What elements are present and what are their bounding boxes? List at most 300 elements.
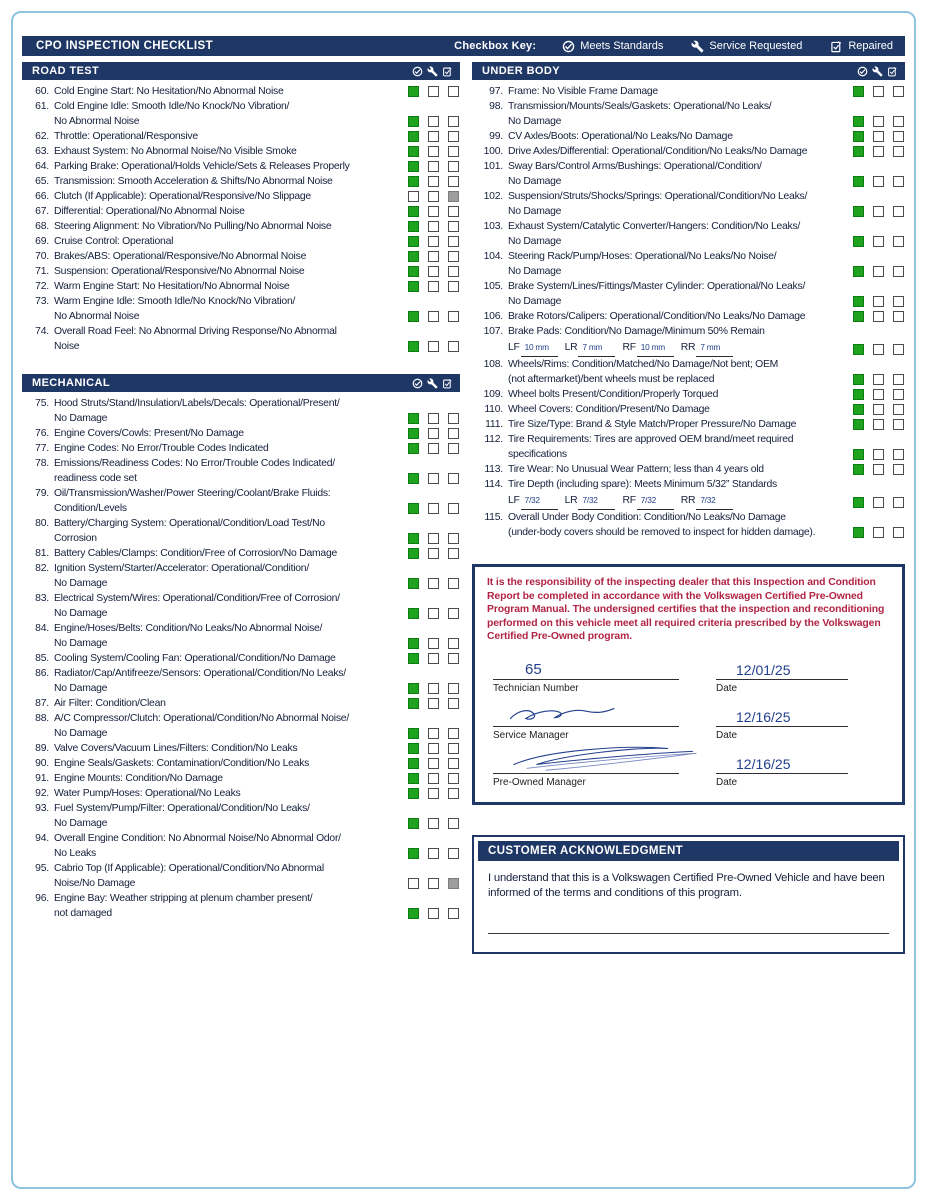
- checkbox-service-requested[interactable]: [873, 311, 884, 322]
- checkbox-service-requested[interactable]: [873, 464, 884, 475]
- checkbox-repaired[interactable]: [448, 548, 459, 559]
- item-text: Drive Axles/Differential: Operational/Condition/No Leaks/No Damage: [508, 146, 808, 157]
- checkbox-group: [408, 266, 459, 277]
- checkbox-service-requested[interactable]: [873, 236, 884, 247]
- checkbox-meets-standards[interactable]: [408, 131, 419, 142]
- checkbox-meets-standards[interactable]: [408, 281, 419, 292]
- checkbox-service-requested[interactable]: [428, 341, 439, 352]
- checkbox-meets-standards[interactable]: [408, 818, 419, 829]
- item-text: Cabrio Top (If Applicable): Operational/Condition/No Abnormal Noise/No Damage: [54, 863, 324, 889]
- checkbox-repaired[interactable]: [893, 344, 904, 355]
- checkbox-service-requested[interactable]: [428, 266, 439, 277]
- checkbox-repaired[interactable]: [448, 413, 459, 424]
- measure-value[interactable]: 7/32: [637, 493, 674, 510]
- checkbox-service-requested[interactable]: [428, 743, 439, 754]
- item-text: Exhaust System/Catalytic Converter/Hangers: Condition/No Leaks/ No Damage: [508, 221, 801, 247]
- field-label: Pre-Owned Manager: [493, 776, 586, 788]
- measure-value[interactable]: 7/32: [696, 493, 733, 510]
- checklist-item-98: [472, 99, 905, 129]
- checkbox-repaired[interactable]: [448, 221, 459, 232]
- item-number: 107.: [483, 326, 503, 337]
- checkbox-service-requested[interactable]: [428, 773, 439, 784]
- checkbox-meets-standards[interactable]: [408, 191, 419, 202]
- checklist-item-80: [22, 516, 460, 546]
- item-text: Battery/Charging System: Operational/Condition/Load Test/No Corrosion: [54, 518, 325, 544]
- checkbox-service-requested[interactable]: [428, 908, 439, 919]
- item-number: 60.: [35, 86, 49, 97]
- item-number: 84.: [35, 623, 49, 634]
- checkbox-repaired[interactable]: [893, 146, 904, 157]
- checkbox-meets-standards[interactable]: [408, 176, 419, 187]
- checkbox-repaired[interactable]: [448, 116, 459, 127]
- checkbox-repaired[interactable]: [448, 176, 459, 187]
- checkbox-service-requested[interactable]: [873, 527, 884, 538]
- dealer-certification-box: [472, 564, 905, 805]
- checkbox-service-requested[interactable]: [873, 116, 884, 127]
- checkbox-meets-standards[interactable]: [408, 428, 419, 439]
- checkbox-service-requested[interactable]: [428, 848, 439, 859]
- checkbox-service-requested[interactable]: [873, 296, 884, 307]
- checkbox-service-requested[interactable]: [428, 683, 439, 694]
- checkbox-meets-standards[interactable]: [408, 728, 419, 739]
- measurement-line: [508, 492, 740, 510]
- checkbox-meets-standards[interactable]: [408, 878, 419, 889]
- checkbox-repaired[interactable]: [448, 428, 459, 439]
- measure-value[interactable]: 7 mm: [578, 340, 615, 357]
- item-text: Engine Seals/Gaskets: Contamination/Condition/No Leaks: [54, 758, 310, 769]
- checkbox-meets-standards[interactable]: [408, 251, 419, 262]
- checkbox-service-requested[interactable]: [428, 251, 439, 262]
- checkbox-repaired[interactable]: [893, 86, 904, 97]
- item-text: Throttle: Operational/Responsive: [54, 131, 198, 142]
- checkbox-meets-standards[interactable]: [408, 341, 419, 352]
- checkbox-group: [408, 86, 459, 97]
- checkbox-service-requested[interactable]: [873, 206, 884, 217]
- checkbox-repaired[interactable]: [448, 728, 459, 739]
- checkbox-meets-standards[interactable]: [853, 176, 864, 187]
- checkbox-meets-standards[interactable]: [853, 497, 864, 508]
- checkbox-service-requested[interactable]: [428, 548, 439, 559]
- item-text: Air Filter: Condition/Clean: [54, 698, 166, 709]
- checkbox-service-requested[interactable]: [428, 788, 439, 799]
- checkbox-meets-standards[interactable]: [408, 683, 419, 694]
- checkbox-service-requested[interactable]: [428, 176, 439, 187]
- checklist-item-81: [22, 546, 460, 561]
- checkbox-repaired[interactable]: [448, 341, 459, 352]
- checkbox-service-requested[interactable]: [428, 236, 439, 247]
- item-text: Wheel bolts Present/Condition/Properly Torqued: [508, 389, 719, 400]
- checkbox-group: [408, 653, 459, 664]
- checkbox-service-requested[interactable]: [428, 473, 439, 484]
- checkbox-service-requested[interactable]: [873, 419, 884, 430]
- checkbox-repaired[interactable]: [448, 206, 459, 217]
- checkbox-meets-standards[interactable]: [853, 449, 864, 460]
- checkbox-repaired[interactable]: [448, 131, 459, 142]
- checklist-item-95: [22, 861, 460, 891]
- checkbox-meets-standards[interactable]: [853, 86, 864, 97]
- checkbox-service-requested[interactable]: [873, 497, 884, 508]
- item-text: Overall Road Feel: No Abnormal Driving Response/No Abnormal Noise: [54, 326, 337, 352]
- checkbox-service-requested[interactable]: [873, 449, 884, 460]
- checkbox-repaired[interactable]: [448, 818, 459, 829]
- checkbox-meets-standards[interactable]: [853, 116, 864, 127]
- item-text: Overall Engine Condition: No Abnormal Noise/No Abnormal Odor/ No Leaks: [54, 833, 341, 859]
- checkbox-meets-standards[interactable]: [853, 464, 864, 475]
- field-value: 65: [525, 660, 542, 678]
- item-number: 73.: [35, 296, 49, 307]
- checkbox-service-requested[interactable]: [428, 161, 439, 172]
- checklist-item-69: [22, 234, 460, 249]
- checkbox-repaired[interactable]: [893, 131, 904, 142]
- checkbox-repaired[interactable]: [448, 878, 459, 889]
- checkbox-meets-standards[interactable]: [408, 206, 419, 217]
- checkbox-group: [853, 311, 904, 322]
- checkbox-repaired[interactable]: [448, 608, 459, 619]
- checkbox-group: [408, 443, 459, 454]
- checklist-item-64: [22, 159, 460, 174]
- checkbox-group: [408, 146, 459, 157]
- checkbox-meets-standards[interactable]: [408, 443, 419, 454]
- checkbox-meets-standards[interactable]: [853, 296, 864, 307]
- repaired-icon: [442, 66, 453, 77]
- left-column: [22, 62, 460, 921]
- section-header-under-body: [472, 62, 905, 80]
- key-item-meets-standards: [562, 40, 663, 53]
- checkbox-repaired[interactable]: [893, 116, 904, 127]
- checkbox-meets-standards[interactable]: [408, 116, 419, 127]
- item-text: Cold Engine Start: No Hesitation/No Abnormal Noise: [54, 86, 284, 97]
- checkbox-service-requested[interactable]: [428, 221, 439, 232]
- checkbox-meets-standards[interactable]: [853, 311, 864, 322]
- checkbox-repaired[interactable]: [448, 161, 459, 172]
- checkbox-meets-standards[interactable]: [408, 848, 419, 859]
- checkbox-service-requested[interactable]: [873, 404, 884, 415]
- checkbox-meets-standards[interactable]: [408, 161, 419, 172]
- item-number: 74.: [35, 326, 49, 337]
- item-number: 101.: [483, 161, 503, 172]
- checkbox-service-requested[interactable]: [428, 281, 439, 292]
- checkbox-meets-standards[interactable]: [408, 221, 419, 232]
- checkbox-meets-standards[interactable]: [408, 548, 419, 559]
- checkbox-service-requested[interactable]: [428, 638, 439, 649]
- checkbox-service-requested[interactable]: [428, 878, 439, 889]
- checkbox-repaired[interactable]: [448, 86, 459, 97]
- checkbox-repaired[interactable]: [448, 533, 459, 544]
- repaired-icon: [830, 40, 843, 53]
- meets-standards-icon: [412, 66, 423, 77]
- checkbox-service-requested[interactable]: [873, 344, 884, 355]
- item-number: 110.: [484, 404, 503, 415]
- checkbox-group: [408, 206, 459, 217]
- checkbox-meets-standards[interactable]: [853, 266, 864, 277]
- customer-signature-line[interactable]: [488, 933, 889, 934]
- checklist-item-73: [22, 294, 460, 324]
- main-header: [22, 36, 905, 56]
- item-text: Clutch (If Applicable): Operational/Responsive/No Slippage: [54, 191, 311, 202]
- checkbox-service-requested[interactable]: [428, 503, 439, 514]
- checklist-item-105: [472, 279, 905, 309]
- checkbox-meets-standards[interactable]: [408, 311, 419, 322]
- checkbox-service-requested[interactable]: [873, 266, 884, 277]
- checkbox-repaired[interactable]: [448, 191, 459, 202]
- checkbox-group: [408, 341, 459, 352]
- checkbox-meets-standards[interactable]: [408, 773, 419, 784]
- item-text: Differential: Operational/No Abnormal Noise: [54, 206, 245, 217]
- checkbox-meets-standards[interactable]: [853, 527, 864, 538]
- checkbox-repaired[interactable]: [893, 497, 904, 508]
- checkbox-meets-standards[interactable]: [408, 908, 419, 919]
- checkbox-group: [853, 389, 904, 400]
- checkbox-group: [408, 281, 459, 292]
- item-number: 68.: [35, 221, 49, 232]
- checkbox-service-requested[interactable]: [428, 728, 439, 739]
- checklist-item-106: [472, 309, 905, 324]
- checkbox-meets-standards[interactable]: [853, 131, 864, 142]
- checkbox-key-items: [562, 40, 893, 53]
- signature-field[interactable]: [493, 705, 679, 727]
- checkbox-group: [408, 251, 459, 262]
- checkbox-service-requested[interactable]: [428, 443, 439, 454]
- checklist-item-87: [22, 696, 460, 711]
- checkbox-group: [408, 683, 459, 694]
- item-number: 89.: [35, 743, 49, 754]
- checkbox-meets-standards[interactable]: [408, 653, 419, 664]
- measure-label: LF: [508, 495, 520, 506]
- item-number: 105.: [483, 281, 503, 292]
- checkbox-service-requested[interactable]: [873, 176, 884, 187]
- checkbox-meets-standards[interactable]: [853, 344, 864, 355]
- checkbox-service-requested[interactable]: [428, 86, 439, 97]
- measure-value[interactable]: 7/32: [521, 493, 558, 510]
- checkbox-meets-standards[interactable]: [853, 236, 864, 247]
- checkbox-repaired[interactable]: [448, 281, 459, 292]
- checkbox-repaired[interactable]: [448, 638, 459, 649]
- checkbox-repaired[interactable]: [448, 236, 459, 247]
- checkbox-meets-standards[interactable]: [408, 533, 419, 544]
- customer-acknowledgment-box: [472, 835, 905, 954]
- item-number: 86.: [35, 668, 49, 679]
- signature-field[interactable]: [493, 752, 679, 774]
- checkbox-repaired[interactable]: [448, 578, 459, 589]
- checklist-item-92: [22, 786, 460, 801]
- item-number: 85.: [35, 653, 49, 664]
- checklist-item-74: [22, 324, 460, 354]
- item-number: 62.: [35, 131, 49, 142]
- checkbox-service-requested[interactable]: [428, 653, 439, 664]
- checkbox-group: [853, 206, 904, 217]
- item-text: Tire Size/Type: Brand & Style Match/Proper Pressure/No Damage: [508, 419, 797, 430]
- checkbox-repaired[interactable]: [448, 848, 459, 859]
- checkbox-meets-standards[interactable]: [408, 608, 419, 619]
- checkbox-meets-standards[interactable]: [408, 578, 419, 589]
- checkbox-meets-standards[interactable]: [408, 236, 419, 247]
- signature-field[interactable]: [493, 658, 679, 680]
- measure-value[interactable]: 7 mm: [696, 340, 733, 357]
- checkbox-meets-standards[interactable]: [408, 413, 419, 424]
- checkbox-service-requested[interactable]: [428, 191, 439, 202]
- checkbox-service-requested[interactable]: [428, 698, 439, 709]
- item-number: 113.: [484, 464, 503, 475]
- checkbox-service-requested[interactable]: [428, 131, 439, 142]
- checkbox-group: [408, 221, 459, 232]
- checkbox-service-requested[interactable]: [428, 533, 439, 544]
- measure-value[interactable]: 7/32: [578, 493, 615, 510]
- checkbox-meets-standards[interactable]: [853, 389, 864, 400]
- checkbox-repaired[interactable]: [448, 773, 459, 784]
- checkbox-repaired[interactable]: [448, 743, 459, 754]
- checklist-item-63: [22, 144, 460, 159]
- checkbox-repaired[interactable]: [893, 266, 904, 277]
- checkbox-repaired[interactable]: [448, 266, 459, 277]
- date-field[interactable]: [716, 705, 848, 727]
- checkbox-service-requested[interactable]: [428, 608, 439, 619]
- checkbox-group: [408, 311, 459, 322]
- checklist-item-65: [22, 174, 460, 189]
- checkbox-repaired[interactable]: [448, 251, 459, 262]
- checkbox-repaired[interactable]: [448, 653, 459, 664]
- item-text: Valve Covers/Vacuum Lines/Filters: Condition/No Leaks: [54, 743, 298, 754]
- checkbox-group: [408, 503, 459, 514]
- item-number: 108.: [483, 359, 503, 370]
- checkbox-service-requested[interactable]: [428, 578, 439, 589]
- checkbox-group: [853, 449, 904, 460]
- item-text: Engine Mounts: Condition/No Damage: [54, 773, 223, 784]
- item-text: Steering Rack/Pump/Hoses: Operational/No Leaks/No Noise/ No Damage: [508, 251, 777, 277]
- checkbox-service-requested[interactable]: [428, 428, 439, 439]
- checkbox-group: [853, 146, 904, 157]
- item-number: 80.: [35, 518, 49, 529]
- checkbox-meets-standards[interactable]: [408, 473, 419, 484]
- checkbox-repaired[interactable]: [448, 443, 459, 454]
- checkbox-service-requested[interactable]: [873, 374, 884, 385]
- checkbox-repaired[interactable]: [448, 698, 459, 709]
- checkbox-group: [408, 191, 459, 202]
- checkbox-repaired[interactable]: [893, 464, 904, 475]
- section-road-test: [22, 62, 460, 354]
- checkbox-repaired[interactable]: [448, 503, 459, 514]
- checkbox-repaired[interactable]: [448, 788, 459, 799]
- checkbox-meets-standards[interactable]: [853, 146, 864, 157]
- checkbox-service-requested[interactable]: [428, 146, 439, 157]
- checkbox-service-requested[interactable]: [428, 206, 439, 217]
- checkbox-service-requested[interactable]: [873, 131, 884, 142]
- checkbox-service-requested[interactable]: [428, 413, 439, 424]
- checkbox-repaired[interactable]: [893, 311, 904, 322]
- checklist-item-68: [22, 219, 460, 234]
- checkbox-service-requested[interactable]: [428, 116, 439, 127]
- checkbox-repaired[interactable]: [893, 404, 904, 415]
- measure-label: LR: [564, 342, 578, 353]
- item-number: 111.: [485, 419, 503, 430]
- field-label: Service Manager: [493, 729, 569, 741]
- checkbox-meets-standards[interactable]: [408, 758, 419, 769]
- checkbox-repaired[interactable]: [893, 527, 904, 538]
- key-item-label: Repaired: [848, 40, 893, 52]
- date-field[interactable]: [716, 752, 848, 774]
- checkbox-repaired[interactable]: [448, 473, 459, 484]
- item-text: A/C Compressor/Clutch: Operational/Condition/No Abnormal Noise/ No Damage: [54, 713, 349, 739]
- checklist-item-67: [22, 204, 460, 219]
- checkbox-group: [853, 131, 904, 142]
- checkbox-repaired[interactable]: [893, 206, 904, 217]
- checkbox-group: [853, 116, 904, 127]
- checkbox-meets-standards[interactable]: [408, 266, 419, 277]
- item-text: CV Axles/Boots: Operational/No Leaks/No Damage: [508, 131, 733, 142]
- item-text: Tire Wear: No Unusual Wear Pattern; less than 4 years old: [508, 464, 764, 475]
- checkbox-repaired[interactable]: [893, 449, 904, 460]
- checkbox-repaired[interactable]: [448, 146, 459, 157]
- date-field[interactable]: [716, 658, 848, 680]
- item-number: 95.: [35, 863, 49, 874]
- checkbox-meets-standards[interactable]: [853, 419, 864, 430]
- item-text: Emissions/Readiness Codes: No Error/Trouble Codes Indicated/ readiness code set: [54, 458, 335, 484]
- item-text: Oil/Transmission/Washer/Power Steering/Coolant/Brake Fluids: Condition/Levels: [54, 488, 331, 514]
- checkbox-repaired[interactable]: [893, 236, 904, 247]
- checklist-item-101: [472, 159, 905, 189]
- checklist-item-70: [22, 249, 460, 264]
- checkbox-repaired[interactable]: [448, 908, 459, 919]
- checkbox-meets-standards[interactable]: [408, 743, 419, 754]
- checkbox-repaired[interactable]: [448, 758, 459, 769]
- item-text: Electrical System/Wires: Operational/Condition/Free of Corrosion/ No Damage: [54, 593, 340, 619]
- checklist-item-88: [22, 711, 460, 741]
- checkbox-service-requested[interactable]: [428, 758, 439, 769]
- item-number: 91.: [35, 773, 49, 784]
- checklist-item-96: [22, 891, 460, 921]
- item-number: 104.: [483, 251, 503, 262]
- checkbox-repaired[interactable]: [893, 389, 904, 400]
- item-number: 76.: [35, 428, 49, 439]
- item-number: 93.: [35, 803, 49, 814]
- checkbox-repaired[interactable]: [893, 176, 904, 187]
- checkbox-meets-standards[interactable]: [853, 404, 864, 415]
- checkbox-service-requested[interactable]: [873, 146, 884, 157]
- date-value: 12/16/25: [736, 708, 791, 725]
- item-text: Cruise Control: Operational: [54, 236, 174, 247]
- checkbox-repaired[interactable]: [893, 374, 904, 385]
- checkbox-meets-standards[interactable]: [408, 503, 419, 514]
- checkbox-meets-standards[interactable]: [408, 788, 419, 799]
- checklist-item-109: [472, 387, 905, 402]
- item-number: 112.: [484, 434, 503, 445]
- checklist-item-102: [472, 189, 905, 219]
- checkbox-service-requested[interactable]: [873, 389, 884, 400]
- item-number: 75.: [35, 398, 49, 409]
- checkbox-repaired[interactable]: [893, 296, 904, 307]
- checkbox-meets-standards[interactable]: [408, 146, 419, 157]
- section-title: ROAD TEST: [32, 65, 100, 77]
- item-text: Wheel Covers: Condition/Present/No Damage: [508, 404, 710, 415]
- checkbox-meets-standards[interactable]: [853, 374, 864, 385]
- checkbox-meets-standards[interactable]: [408, 638, 419, 649]
- checkbox-service-requested[interactable]: [428, 818, 439, 829]
- repaired-icon: [442, 378, 453, 389]
- checkbox-meets-standards[interactable]: [408, 698, 419, 709]
- item-text: Ignition System/Starter/Accelerator: Operational/Condition/ No Damage: [54, 563, 309, 589]
- checkbox-repaired[interactable]: [448, 683, 459, 694]
- checkbox-repaired[interactable]: [448, 311, 459, 322]
- checkbox-repaired[interactable]: [893, 419, 904, 430]
- measure-value[interactable]: 10 mm: [521, 340, 558, 357]
- measure-value[interactable]: 10 mm: [637, 340, 674, 357]
- checklist-item-112: [472, 432, 905, 462]
- meets-standards-icon: [412, 378, 423, 389]
- checklist-item-113: [472, 462, 905, 477]
- checkbox-meets-standards[interactable]: [408, 86, 419, 97]
- checkbox-meets-standards[interactable]: [853, 206, 864, 217]
- checkbox-service-requested[interactable]: [428, 311, 439, 322]
- checkbox-service-requested[interactable]: [873, 86, 884, 97]
